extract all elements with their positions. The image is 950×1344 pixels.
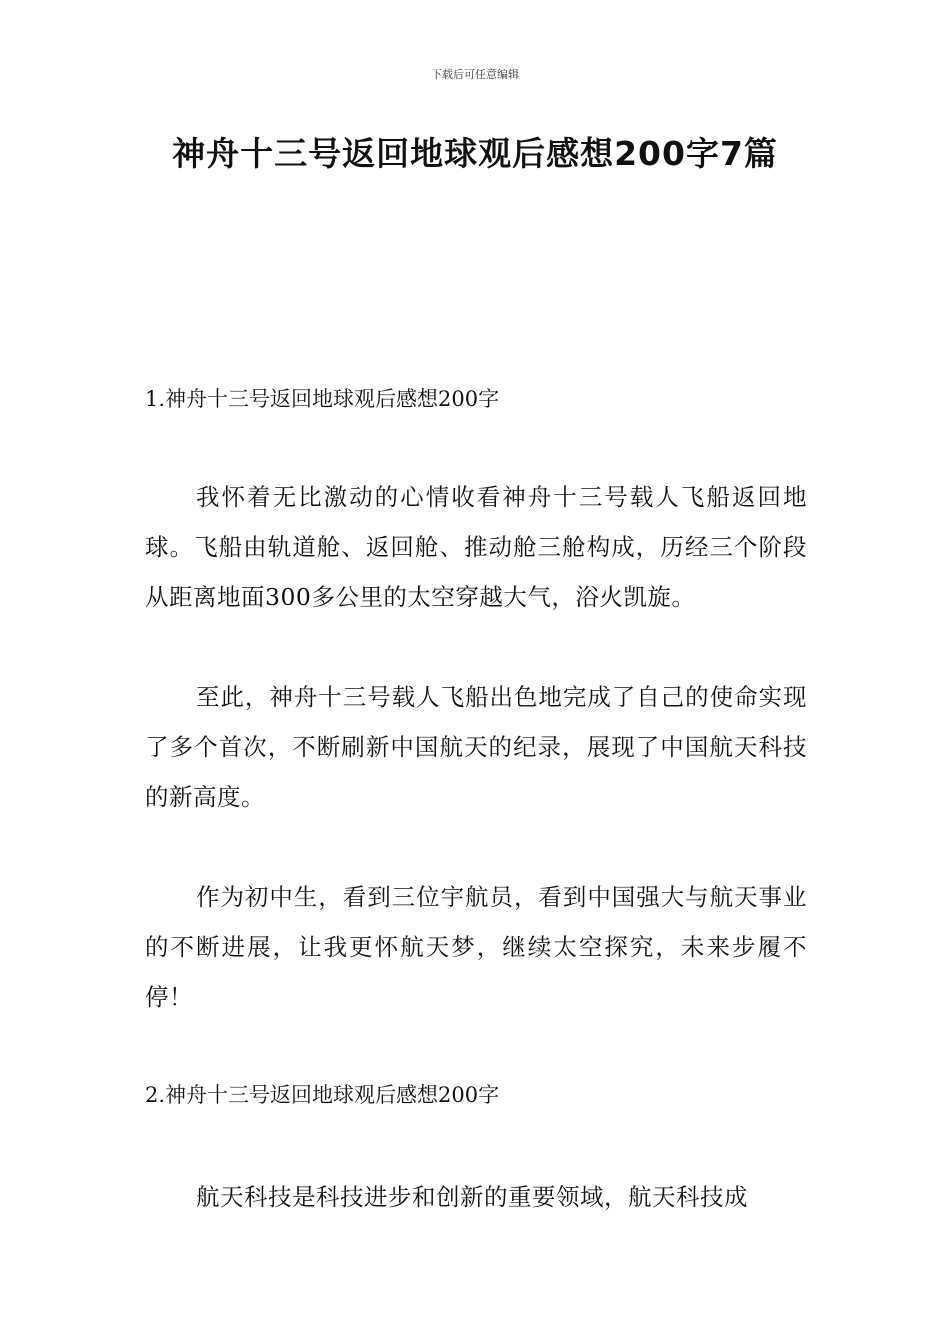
header-note: 下载后可任意编辑 — [431, 68, 519, 81]
paragraph-2-1: 航天科技是科技进步和创新的重要领域，航天科技成 — [196, 1183, 748, 1211]
paragraph-1-3: 作为初中生，看到三位宇航员，看到中国强大与航天事业的不断进展，让我更怀航天梦，继续太空探究，未来步履不停！ — [145, 883, 807, 1011]
document-title: 神舟十三号返回地球观后感想200字7篇 — [172, 134, 778, 173]
section-heading-1: 1.神舟十三号返回地球观后感想200字 — [145, 387, 500, 411]
paragraph-1-2: 至此，神舟十三号载人飞船出色地完成了自己的使命实现了多个首次，不断刷新中国航天的纪录，展现了中国航天科技的新高度。 — [145, 683, 807, 811]
paragraph-1-1: 我怀着无比激动的心情收看神舟十三号载人飞船返回地球。飞船由轨道舱、返回舱、推动舱三舱构成，历经三个阶段从距离地面300多公里的太空穿越大气，浴火凯旋。 — [145, 483, 807, 611]
section-heading-2: 2.神舟十三号返回地球观后感想200字 — [145, 1083, 500, 1107]
